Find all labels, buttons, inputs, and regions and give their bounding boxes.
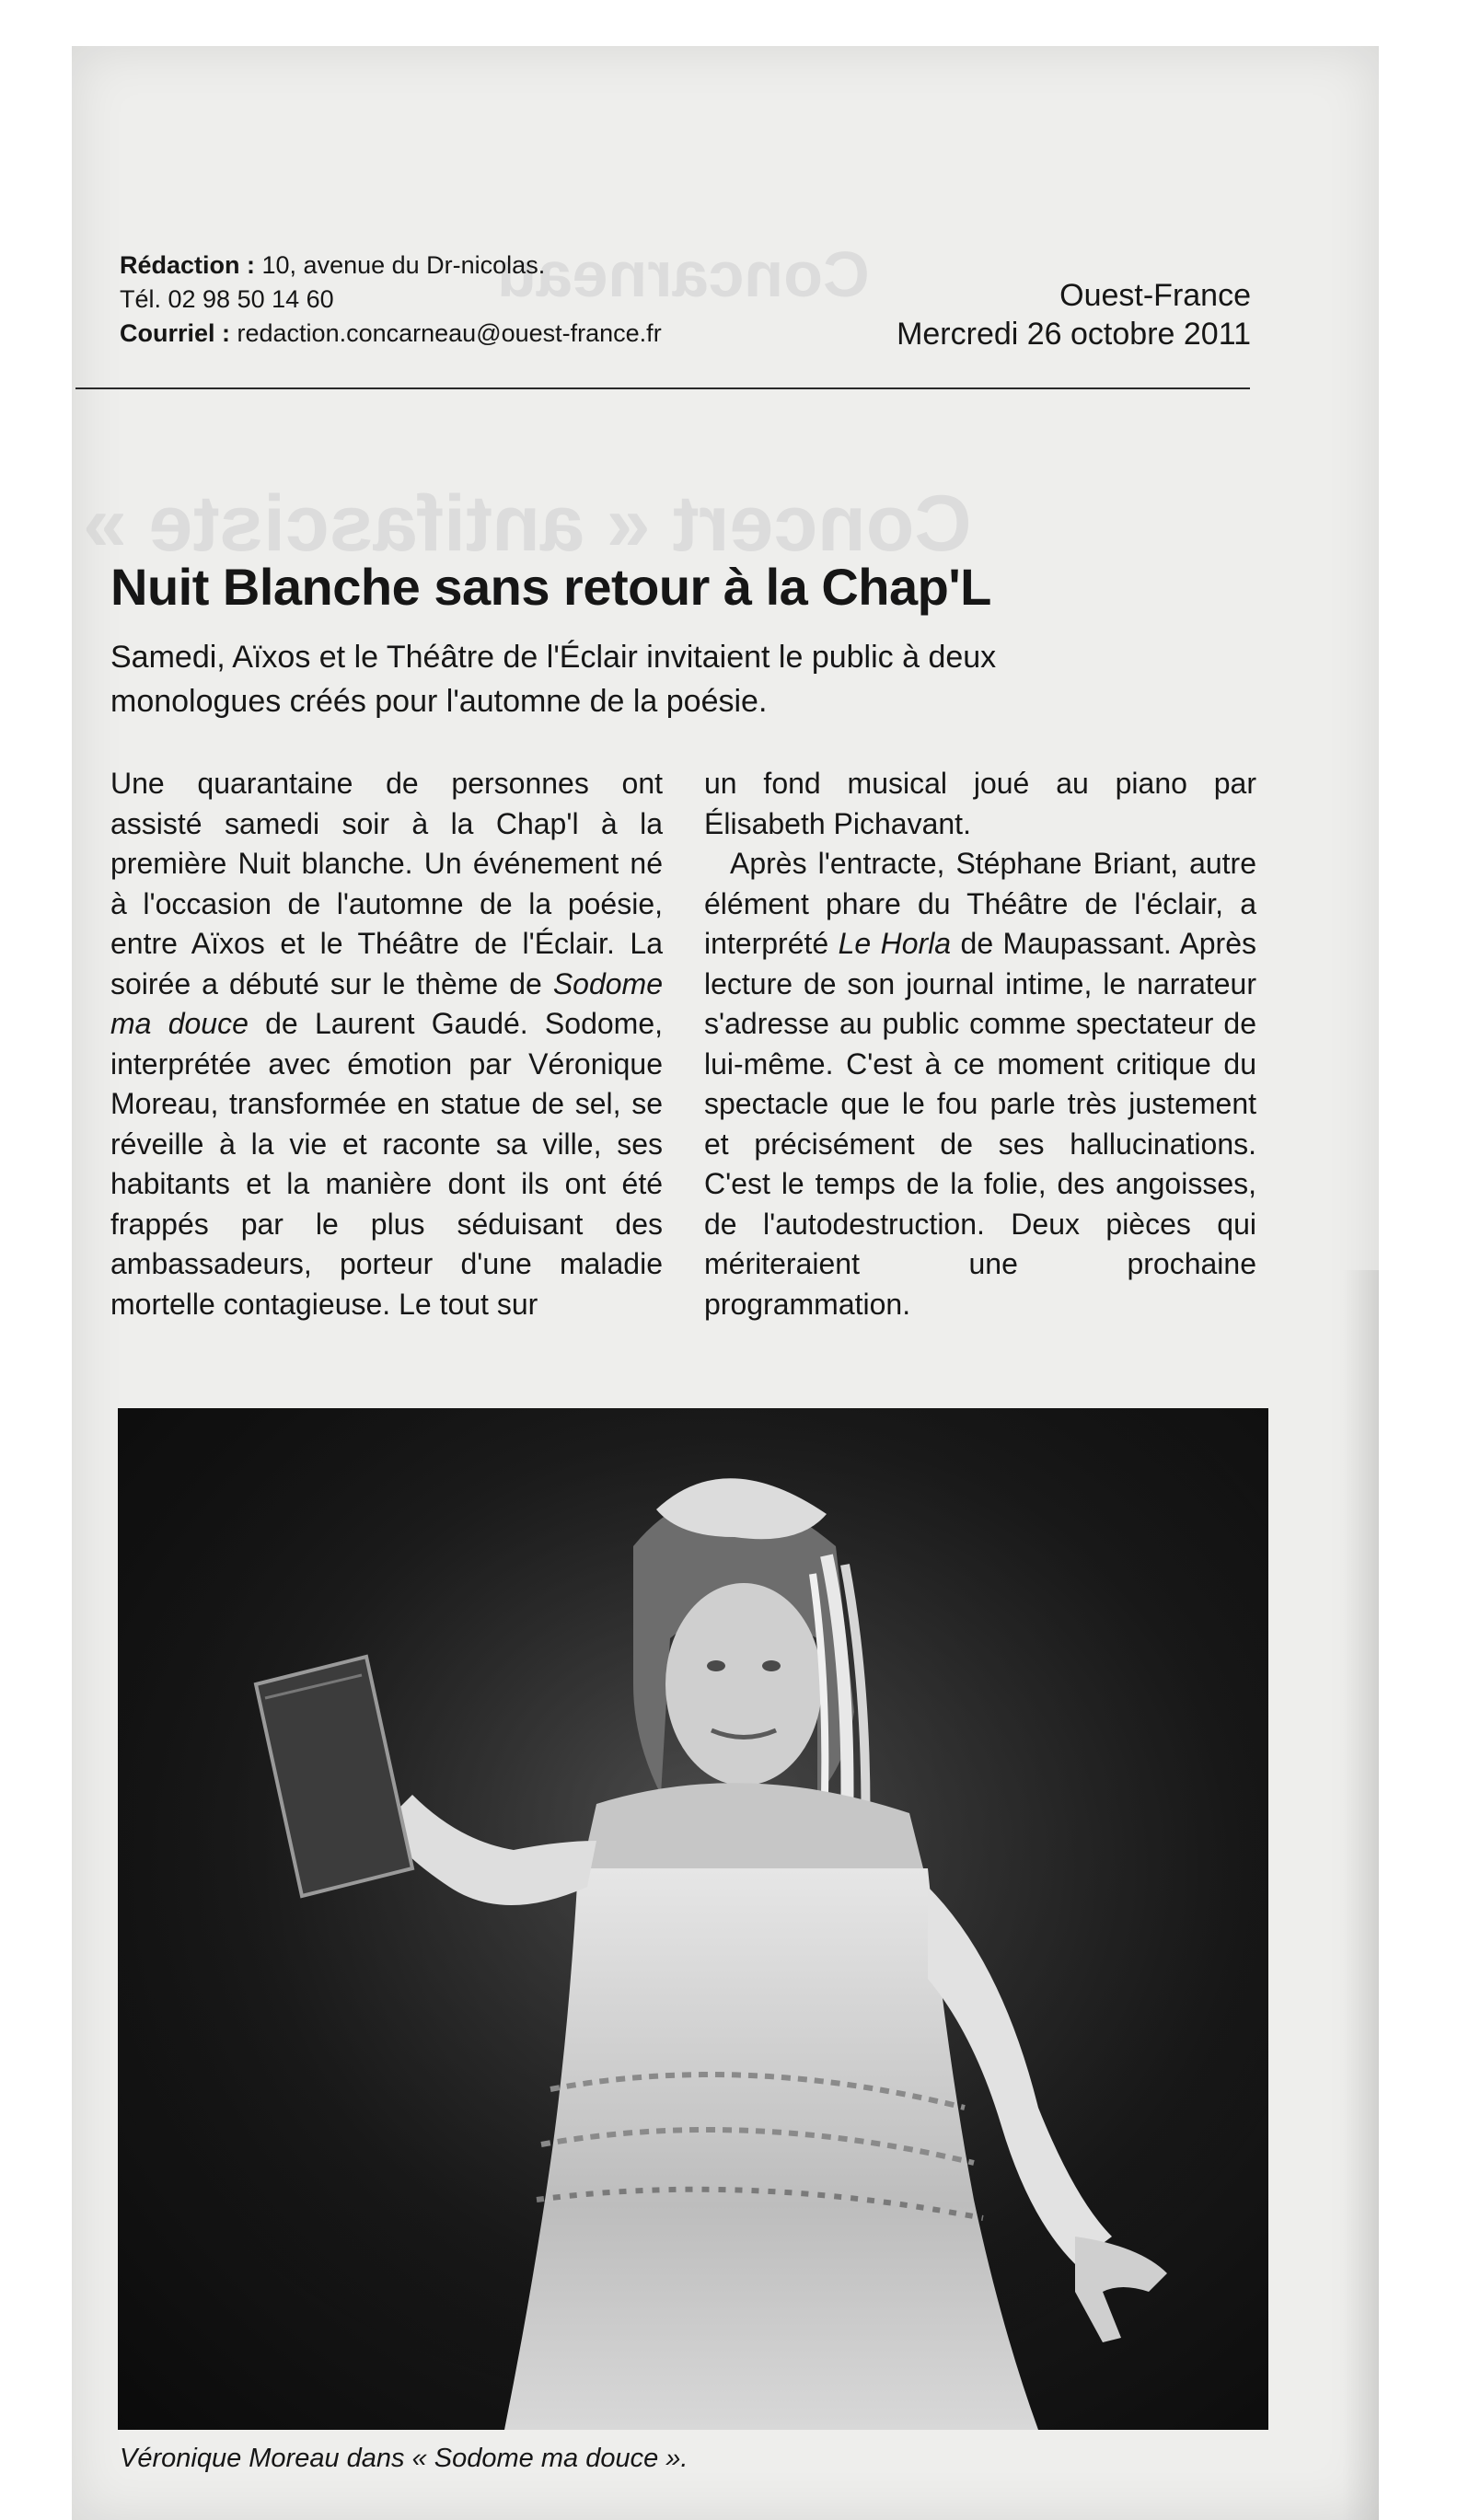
photo-illustration [118, 1408, 1268, 2430]
paragraph [110, 764, 663, 1324]
paragraph-text: de Laurent Gaudé. Sodome, interprétée avec émotion par Véronique Moreau, transformée en statue de sel, se réveille à la vie et raconte sa ville, ses habitants et la manière dont ils ont été frappés par le plus séduisant des ambassadeurs, porteur d'une maladie mortelle contagieuse. Le tout sur [110, 1007, 664, 1321]
work-title: Sodome ma douce [110, 966, 663, 1040]
bleed-through-headline: Concert « antifasciste » [83, 480, 972, 568]
publication-block [897, 276, 1251, 353]
paper-fold-shadow [1342, 1270, 1379, 2520]
redaction-line [120, 249, 662, 283]
courriel-line [120, 317, 662, 351]
paragraph-text: de Maupassant. Après lecture de son journal intime, le narrateur s'adresse au public comme spectateur de lui-même. C'est à ce moment critique du spectacle que le fou parle très justement et précisément de ses hallucinations. C'est le temps de la folie, des angoisses, de l'autodestruction. Deux pièces qui mériteraient une prochaine programmation. [704, 927, 1256, 1321]
photo-caption: Véronique Moreau dans « Sodome ma douce ». [120, 2444, 688, 2473]
article-column-right [704, 764, 1256, 1324]
courriel-label: Courriel : [120, 319, 231, 347]
paragraph-text: Une quarantaine de personnes ont assisté samedi soir à la Chap'l à la première Nuit blanche. Un événement né à l'occasion de l'automne de la poésie, entre Aïxos et le Théâtre de l'Éclair. La soirée a débuté sur le thème de [110, 767, 663, 1000]
courriel-value: redaction.concarneau@ouest-france.fr [230, 319, 662, 347]
article-column-left [110, 764, 663, 1324]
publication-name: Ouest-France [1059, 278, 1251, 313]
paragraph-text: Après l'entracte, Stéphane Briant, autre élément phare du Théâtre de l'éclair, a interprété [704, 847, 1256, 960]
article-headline: Nuit Blanche sans retour à la Chap'L [110, 558, 991, 616]
paragraph [704, 844, 1256, 1324]
redaction-label: Rédaction : [120, 251, 256, 279]
paragraph: un fond musical joué au piano par Élisabeth Pichavant. [704, 767, 1256, 840]
contact-block [120, 249, 662, 351]
publication-date: Mercredi 26 octobre 2011 [897, 317, 1251, 352]
header-divider [75, 387, 1250, 389]
performance-photo [118, 1408, 1268, 2430]
telephone-line: Tél. 02 98 50 14 60 [120, 285, 334, 313]
work-title: Le Horla [838, 927, 952, 960]
bleed-through-text: Concarneau [497, 238, 870, 310]
redaction-address: 10, avenue du Dr-nicolas. [255, 251, 546, 279]
article-deck: Samedi, Aïxos et le Théâtre de l'Éclair invitaient le public à deux monologues créés pour l'automne de la poésie. [110, 640, 997, 719]
